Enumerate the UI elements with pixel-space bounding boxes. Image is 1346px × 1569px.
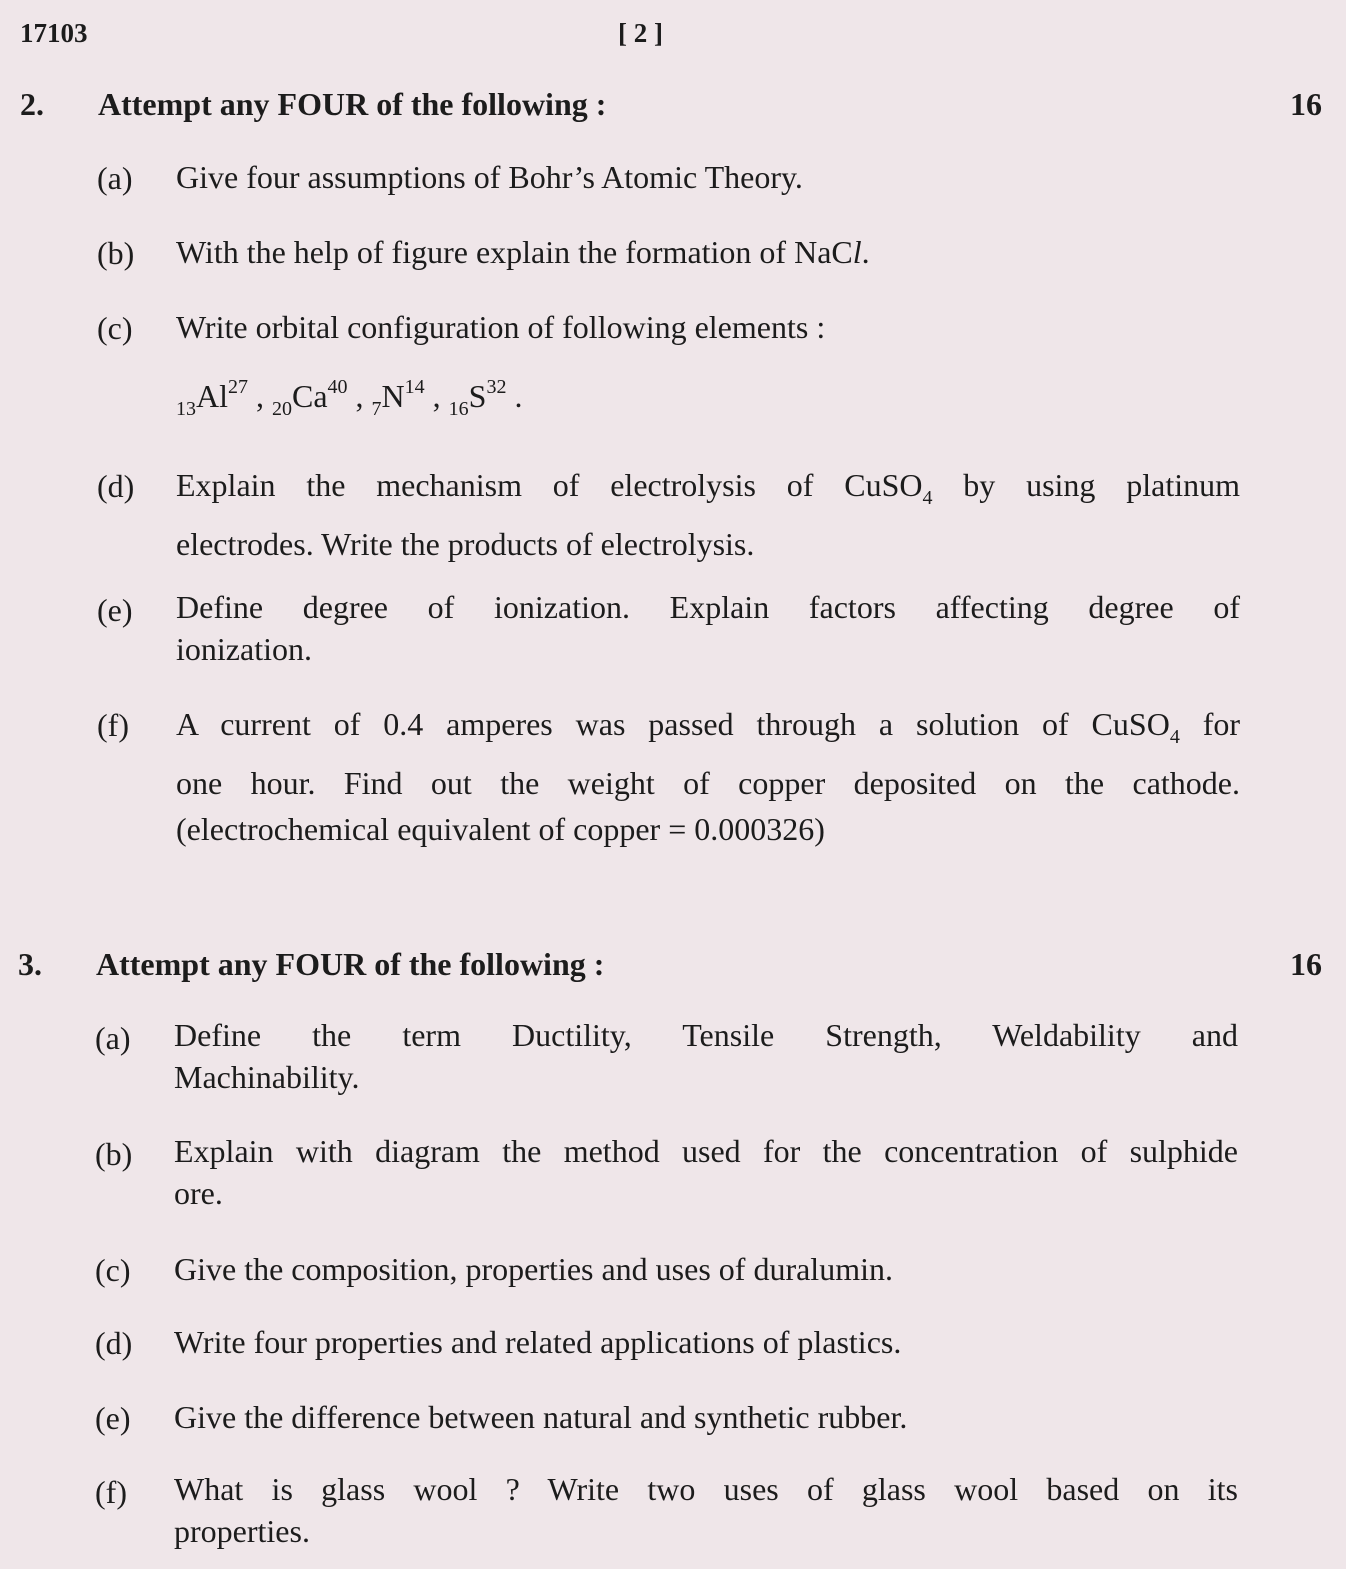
q2-f-text — [176, 701, 1240, 852]
element-al: $_{13}Al^{27}$ , — [176, 376, 272, 420]
q2-e-line-2: ionization. — [176, 631, 312, 667]
q3-f-label: (f) — [95, 1474, 127, 1510]
q3-e-label: (e) — [95, 1400, 131, 1436]
element-s: $_{16}S^{32}$ . — [448, 376, 523, 420]
q2-d-line-2: electrodes. Write the products of electrolysis. — [176, 526, 755, 562]
element-formulas — [176, 376, 522, 421]
q3-d-label: (d) — [95, 1325, 133, 1361]
q3-c-label: (c) — [95, 1252, 131, 1288]
q2-e-text — [176, 586, 1240, 670]
q2-b-text — [176, 229, 1240, 275]
question-2-title: Attempt any FOUR of the following : — [98, 86, 607, 122]
q3-a-line-2: Machinability. — [174, 1059, 360, 1095]
q2-c-label: (c) — [97, 310, 133, 346]
q2-f-line-3: (electrochemical equivalent of copper = 0.000326) — [176, 811, 825, 847]
element-n: $_7N^{14}$ , — [371, 376, 449, 420]
q3-e-text: Give the difference between natural and synthetic rubber. — [174, 1399, 908, 1435]
q3-a-label: (a) — [95, 1020, 131, 1056]
q2-a-text: Give four assumptions of Bohr’s Atomic Theory. — [176, 159, 803, 195]
q3-b-label: (b) — [95, 1136, 133, 1172]
q2-d-text — [176, 462, 1240, 567]
q2-f-line-2: one hour. Find out the weight of copper deposited on the cathode. — [176, 765, 1240, 801]
q2-b-text-italic: l — [852, 234, 862, 270]
q2-e-label: (e) — [97, 592, 133, 628]
q2-f-line-1: A current of 0.4 amperes was passed through a solution of CuSO$_4$ for — [176, 706, 1241, 748]
question-3-number: 3. — [18, 946, 42, 982]
q3-b-line-2: ore. — [174, 1175, 223, 1211]
q3-a-line-1: Define the term Ductility, Tensile Strength, Weldability and — [174, 1017, 1238, 1053]
q3-b-text — [174, 1130, 1238, 1214]
q2-b-label: (b) — [97, 235, 135, 271]
q3-c-text: Give the composition, properties and uses of duralumin. — [174, 1251, 893, 1287]
q3-d-text: Write four properties and related applications of plastics. — [174, 1324, 902, 1360]
q3-f-text — [174, 1468, 1238, 1552]
question-3-marks: 16 — [1290, 946, 1322, 982]
q2-d-line-1: Explain the mechanism of electrolysis of CuSO$_4$ by using platinum — [176, 467, 1241, 509]
q3-f-line-2: properties. — [174, 1513, 310, 1549]
question-2-number: 2. — [20, 86, 44, 122]
q3-f-line-1: What is glass wool ? Write two uses of glass wool based on its — [174, 1471, 1238, 1507]
q2-b-text-main: With the help of figure explain the formation of NaC — [176, 234, 853, 270]
question-3-title: Attempt any FOUR of the following : — [96, 946, 605, 982]
question-2-marks: 16 — [1290, 86, 1322, 122]
q2-f-label: (f) — [97, 707, 129, 743]
q3-b-line-1: Explain with diagram the method used for the concentration of sulphide — [174, 1133, 1238, 1169]
element-ca: $_{20}Ca^{40}$ , — [272, 376, 372, 420]
q2-e-line-1: Define degree of ionization. Explain factors affecting degree of — [176, 589, 1240, 625]
q2-a-label: (a) — [97, 160, 133, 196]
paper-code: 17103 — [20, 18, 88, 48]
q2-b-text-end: . — [861, 234, 870, 270]
q3-a-text — [174, 1014, 1238, 1098]
page-number: [ 2 ] — [618, 18, 663, 48]
q2-d-label: (d) — [97, 468, 135, 504]
q2-c-text: Write orbital configuration of following elements : — [176, 309, 826, 345]
